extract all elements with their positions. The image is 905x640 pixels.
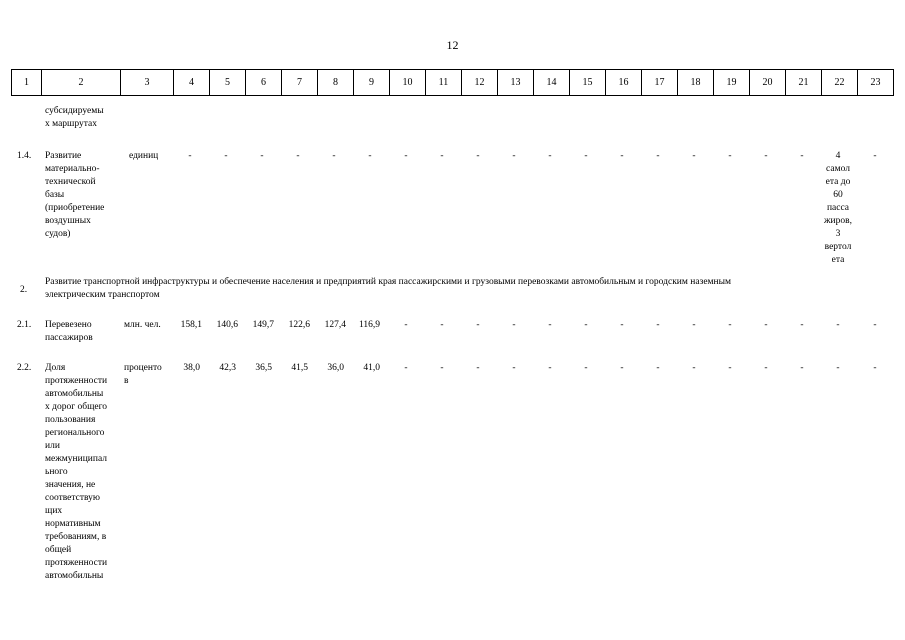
value-cell: - (260, 151, 264, 161)
value-cell: - (584, 363, 588, 373)
header-cell: 13 (498, 70, 534, 96)
value-cell: 42,3 (219, 363, 236, 373)
value-cell: 36,5 (255, 363, 272, 373)
value-cell: - (800, 363, 804, 373)
value-cell: - (873, 363, 877, 373)
header-cell: 23 (858, 70, 894, 96)
row-number: 2.2. (17, 363, 32, 373)
value-cell: - (692, 363, 696, 373)
value-cell: - (728, 363, 732, 373)
value-cell: - (656, 151, 660, 161)
value-cell: - (476, 151, 480, 161)
row-unit: млн. чел. (124, 320, 161, 330)
value-cell: 158,1 (180, 320, 202, 330)
value-cell: - (800, 320, 804, 330)
row-number: 1.4. (17, 151, 32, 161)
value-cell-col22: 4 самол ета до 60 пасса жиров, 3 вертол ета (823, 151, 852, 265)
header-cell: 4 (174, 70, 210, 96)
value-cell: - (584, 320, 588, 330)
value-cell: - (764, 151, 768, 161)
value-cell: 149,7 (252, 320, 274, 330)
value-cell: - (800, 151, 804, 161)
value-cell: 38,0 (183, 363, 200, 373)
header-cell: 21 (786, 70, 822, 96)
value-cell: - (440, 363, 444, 373)
header-cell: 17 (642, 70, 678, 96)
header-cell: 5 (210, 70, 246, 96)
header-cell: 6 (246, 70, 282, 96)
page-number: 12 (446, 38, 459, 52)
value-cell: 41,0 (363, 363, 380, 373)
value-cell: - (440, 151, 444, 161)
row-unit: единиц (129, 151, 159, 161)
value-cell: - (368, 151, 372, 161)
header-row (12, 70, 894, 96)
column-number-header (11, 69, 894, 96)
value-cell: - (836, 320, 840, 330)
row-number: 2.1. (17, 320, 32, 330)
value-cell: 140,6 (216, 320, 238, 330)
header-cell: 10 (390, 70, 426, 96)
value-cell: - (404, 363, 408, 373)
value-cell: - (836, 363, 840, 373)
value-cell: 116,9 (358, 320, 380, 330)
header-cell: 19 (714, 70, 750, 96)
value-cell-col23: - (873, 151, 877, 161)
value-cell: - (692, 320, 696, 330)
header-cell: 14 (534, 70, 570, 96)
header-cell: 3 (121, 70, 174, 96)
row-indicator-name: Развитие материально- технической базы (приобретение воздушных судов) (45, 151, 105, 239)
value-cell: - (512, 363, 516, 373)
value-cell: - (188, 151, 192, 161)
value-cell: - (764, 320, 768, 330)
value-cell: - (620, 363, 624, 373)
value-cell: - (728, 320, 732, 330)
value-cell: - (764, 363, 768, 373)
value-cell: - (440, 320, 444, 330)
value-cell: - (873, 320, 877, 330)
header-cell: 12 (462, 70, 498, 96)
header-cell: 9 (354, 70, 390, 96)
row-indicator-name: Доля протяженности автомобильны х дорог общего пользования регионального или межмуниципал ьного значения, не соответствую щих нормативным требованиям, в общей протяженности автомобильны (45, 363, 108, 581)
header-cell: 1 (12, 70, 42, 96)
value-cell: 41,5 (291, 363, 308, 373)
value-cell: - (728, 151, 732, 161)
value-cell: 36,0 (327, 363, 344, 373)
value-cell: - (548, 363, 552, 373)
value-cell: - (512, 320, 516, 330)
value-cell: 127,4 (324, 320, 346, 330)
header-cell: 8 (318, 70, 354, 96)
row-indicator-name: Перевезено пассажиров (45, 320, 93, 343)
value-cell: - (656, 363, 660, 373)
header-cell: 15 (570, 70, 606, 96)
value-cell: - (620, 151, 624, 161)
value-cell: - (584, 151, 588, 161)
value-cell: - (620, 320, 624, 330)
value-cell: - (692, 151, 696, 161)
value-cell: - (548, 320, 552, 330)
section-number: 2. (20, 285, 28, 295)
value-cell: - (548, 151, 552, 161)
header-cell: 7 (282, 70, 318, 96)
value-cell: - (404, 320, 408, 330)
value-cell: - (404, 151, 408, 161)
value-cell: - (224, 151, 228, 161)
value-cell: - (656, 320, 660, 330)
value-cell: - (296, 151, 300, 161)
header-cell: 11 (426, 70, 462, 96)
row-unit: проценто в (124, 363, 162, 386)
header-cell: 20 (750, 70, 786, 96)
value-cell: - (476, 363, 480, 373)
value-cell: 122,6 (288, 320, 310, 330)
header-cell: 18 (678, 70, 714, 96)
header-cell: 22 (822, 70, 858, 96)
section-title: Развитие транспортной инфраструктуры и обеспечение населения и предприятий края пассажирскими и грузовыми перевозками автомобильным и городским наземным электрическим транспортом (45, 277, 732, 300)
header-cell: 16 (606, 70, 642, 96)
value-cell: - (476, 320, 480, 330)
value-cell: - (332, 151, 336, 161)
value-cell: - (512, 151, 516, 161)
header-cell: 2 (42, 70, 121, 96)
row-continuation-name: субсидируемы х маршрутах (45, 106, 104, 129)
